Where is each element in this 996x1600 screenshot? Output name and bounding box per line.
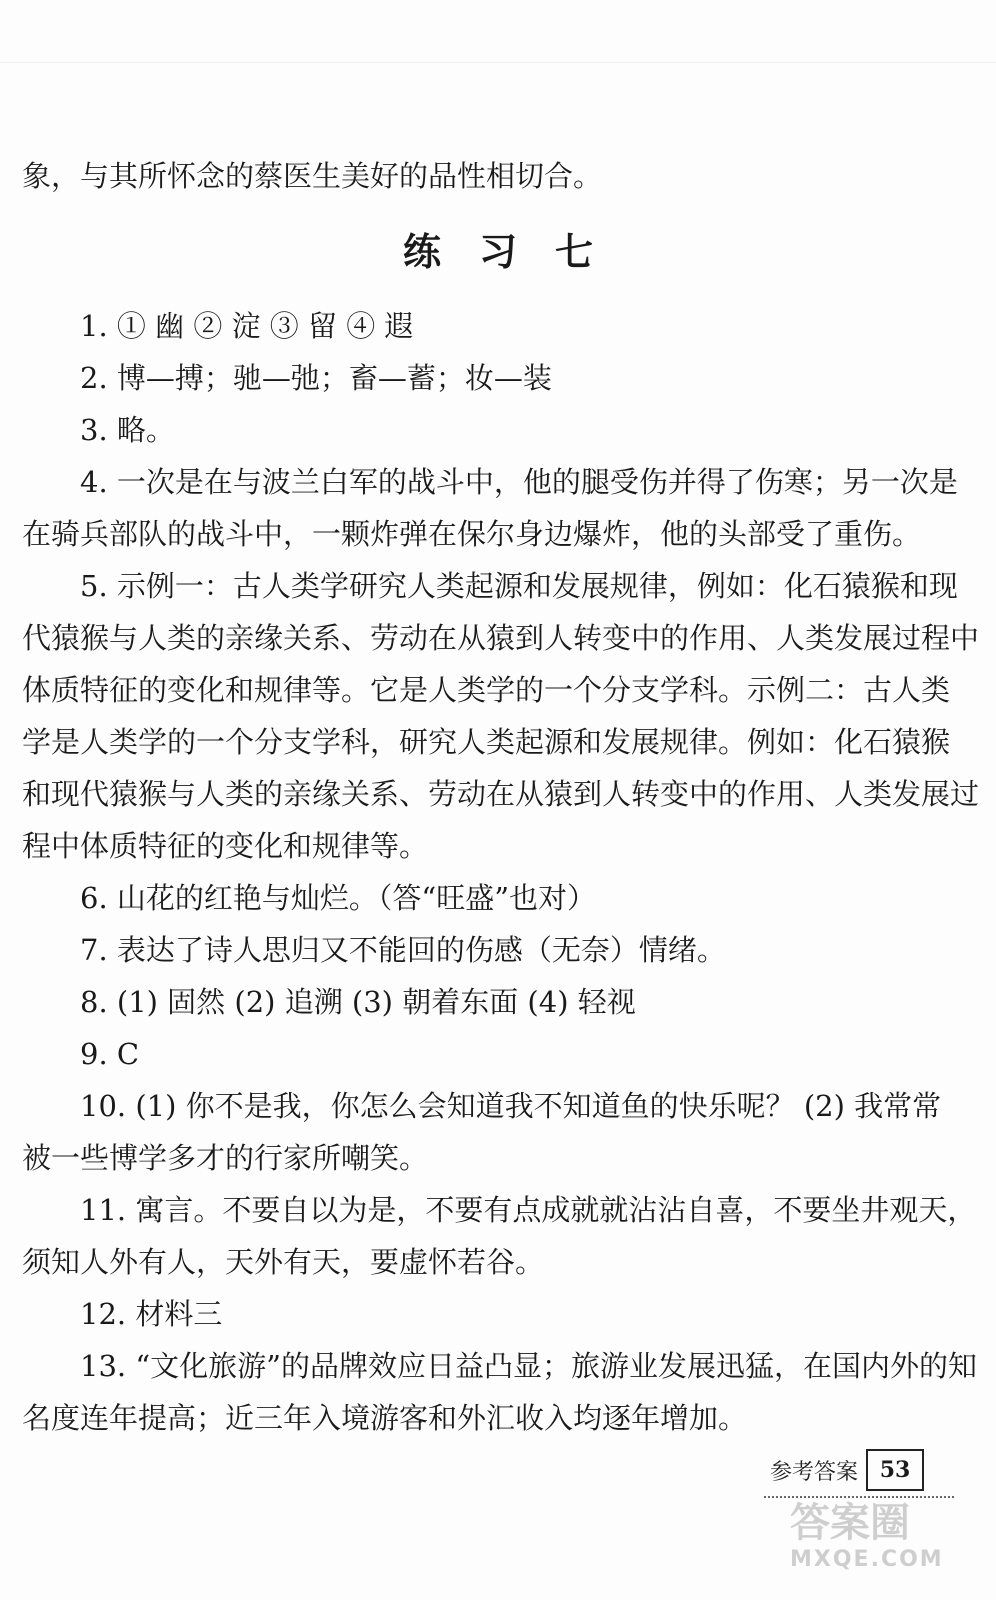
answer-5-line-2: 代猿猴与人类的亲缘关系、劳动在从猿到人转变中的作用、人类发展过程中 (22, 621, 980, 655)
watermark-url-text: MXQE.COM (790, 1547, 944, 1572)
answer-5-line-6: 程中体质特征的变化和规律等。 (22, 829, 429, 863)
answer-13-line-1: 13. “文化旅游”的品牌效应日益凸显；旅游业发展迅猛，在国内外的知 (80, 1349, 977, 1383)
answer-4-line-1: 4. 一次是在与波兰白军的战斗中，他的腿受伤并得了伤寒；另一次是 (80, 465, 958, 499)
continuation-line: 象，与其所怀念的蔡医生美好的品性相切合。 (22, 159, 603, 193)
answer-6: 6. 山花的红艳与灿烂。（答“旺盛”也对） (80, 881, 597, 915)
answer-5-line-3: 体质特征的变化和规律等。它是人类学的一个分支学科。示例二：古人类 (22, 673, 951, 707)
answer-11-line-2: 须知人外有人，天外有天，要虚怀若谷。 (22, 1245, 545, 1279)
answer-11-line-1: 11. 寓言。不要自以为是，不要有点成就就沾沾自喜，不要坐井观天， (80, 1193, 977, 1227)
watermark-main-text: 答案圈 (790, 1500, 910, 1546)
section-title: 练习七 (402, 229, 631, 274)
answer-5-line-5: 和现代猿猴与人类的亲缘关系、劳动在从猿到人转变中的作用、人类发展过 (22, 777, 980, 811)
footer-dotted-rule (764, 1496, 954, 1498)
answer-1: 1. ① 幽 ② 淀 ③ 留 ④ 遐 (80, 309, 414, 343)
page-footer (770, 1448, 924, 1492)
answer-5-line-1: 5. 示例一：古人类学研究人类起源和发展规律，例如：化石猿猴和现 (80, 569, 958, 603)
page-number: 53 (866, 1449, 924, 1491)
answer-8: 8. (1) 固然 (2) 追溯 (3) 朝着东面 (4) 轻视 (80, 985, 636, 1019)
watermark-logo (790, 1500, 970, 1600)
answer-3: 3. 略。 (80, 413, 175, 447)
footer-label: 参考答案 (770, 1459, 859, 1485)
answer-4-line-2: 在骑兵部队的战斗中，一颗炸弹在保尔身边爆炸，他的头部受了重伤。 (22, 517, 922, 551)
answer-9: 9. C (80, 1037, 140, 1071)
answer-12: 12. 材料三 (80, 1297, 223, 1331)
answer-13-line-2: 名度连年提高；近三年入境游客和外汇收入均逐年增加。 (22, 1401, 748, 1435)
answer-10-line-1: 10. (1) 你不是我，你怎么会知道我不知道鱼的快乐呢？ (2) 我常常 (80, 1089, 942, 1123)
answer-10-line-2: 被一些博学多才的行家所嘲笑。 (22, 1141, 429, 1175)
answer-7: 7. 表达了诗人思归又不能回的伤感（无奈）情绪。 (80, 933, 726, 967)
top-edge-line (0, 62, 996, 63)
answer-2: 2. 博—搏；驰—弛；畜—蓄；妆—装 (80, 361, 552, 395)
answer-5-line-4: 学是人类学的一个分支学科，研究人类起源和发展规律。例如：化石猿猴 (22, 725, 951, 759)
